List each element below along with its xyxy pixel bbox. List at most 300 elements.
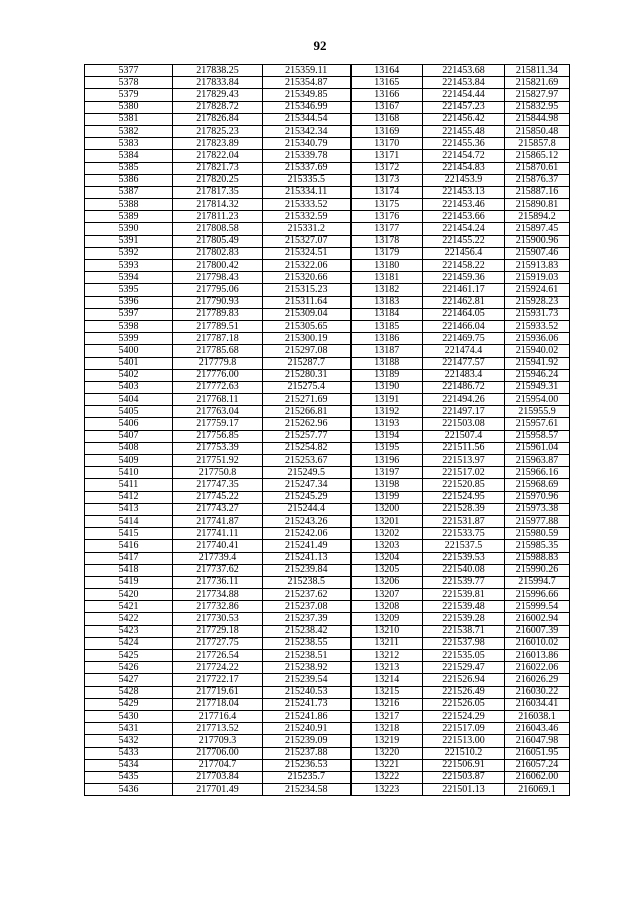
table-cell: 215280.31: [263, 369, 351, 381]
table-row: [85, 77, 570, 89]
table-row: [85, 552, 570, 564]
table-row: [85, 662, 570, 674]
table-cell: 13184: [351, 308, 423, 320]
table-cell: 221526.94: [423, 674, 505, 686]
table-row: [85, 710, 570, 722]
table-cell: 5423: [85, 625, 173, 637]
table-cell: 215242.06: [263, 528, 351, 540]
table-cell: 221524.95: [423, 491, 505, 503]
table-cell: 217726.54: [173, 650, 263, 662]
table-cell: 13195: [351, 442, 423, 454]
table-row: [85, 345, 570, 357]
table-row: [85, 162, 570, 174]
table-cell: 5387: [85, 186, 173, 198]
table-cell: 215968.69: [505, 479, 570, 491]
table-cell: 215311.64: [263, 296, 351, 308]
table-cell: 5388: [85, 199, 173, 211]
table-cell: 217745.22: [173, 491, 263, 503]
table-cell: 13183: [351, 296, 423, 308]
table-cell: 13215: [351, 686, 423, 698]
table-cell: 215305.65: [263, 320, 351, 332]
table-cell: 216022.06: [505, 662, 570, 674]
table-cell: 5421: [85, 601, 173, 613]
table-cell: 221529.47: [423, 662, 505, 674]
table-row: [85, 698, 570, 710]
table-cell: 215271.69: [263, 394, 351, 406]
table-cell: 13178: [351, 235, 423, 247]
table-cell: 13210: [351, 625, 423, 637]
table-cell: 5417: [85, 552, 173, 564]
table-cell: 215254.82: [263, 442, 351, 454]
table-cell: 221539.28: [423, 613, 505, 625]
table-row: [85, 784, 570, 796]
table-cell: 215320.66: [263, 272, 351, 284]
table-cell: 217718.04: [173, 698, 263, 710]
table-cell: 215257.77: [263, 430, 351, 442]
table-cell: 215334.11: [263, 186, 351, 198]
table-cell: 5405: [85, 406, 173, 418]
table-cell: 215287.7: [263, 357, 351, 369]
table-row: [85, 430, 570, 442]
table-cell: 216057.24: [505, 759, 570, 771]
table-cell: 5401: [85, 357, 173, 369]
table-cell: 5431: [85, 723, 173, 735]
table-cell: 221454.83: [423, 162, 505, 174]
table-cell: 13189: [351, 369, 423, 381]
table-cell: 215241.86: [263, 710, 351, 722]
table-cell: 221510.2: [423, 747, 505, 759]
table-cell: 5390: [85, 223, 173, 235]
table-cell: 215237.08: [263, 601, 351, 613]
table-cell: 215359.11: [263, 65, 351, 77]
table-cell: 215249.5: [263, 467, 351, 479]
table-cell: 217716.4: [173, 710, 263, 722]
table-cell: 216013.86: [505, 650, 570, 662]
table-cell: 221477.57: [423, 357, 505, 369]
table-cell: 215238.51: [263, 650, 351, 662]
table-cell: 221453.13: [423, 186, 505, 198]
table-cell: 13217: [351, 710, 423, 722]
table-row: [85, 113, 570, 125]
table-cell: 221454.24: [423, 223, 505, 235]
table-cell: 221454.72: [423, 150, 505, 162]
table-cell: 13205: [351, 564, 423, 576]
table-cell: 13213: [351, 662, 423, 674]
table-cell: 221454.44: [423, 89, 505, 101]
table-row: [85, 467, 570, 479]
table-cell: 217753.39: [173, 442, 263, 454]
table-cell: 216051.95: [505, 747, 570, 759]
table-row: [85, 272, 570, 284]
table-cell: 216047.98: [505, 735, 570, 747]
table-cell: 5396: [85, 296, 173, 308]
table-cell: 221469.75: [423, 333, 505, 345]
table-cell: 5398: [85, 320, 173, 332]
table-cell: 13187: [351, 345, 423, 357]
table-cell: 215346.99: [263, 101, 351, 113]
table-cell: 216002.94: [505, 613, 570, 625]
table-cell: 5434: [85, 759, 173, 771]
table-row: [85, 89, 570, 101]
table-cell: 221453.68: [423, 65, 505, 77]
table-row: [85, 284, 570, 296]
table-cell: 215958.57: [505, 430, 570, 442]
table-cell: 13174: [351, 186, 423, 198]
table-cell: 215894.2: [505, 211, 570, 223]
table-cell: 215946.24: [505, 369, 570, 381]
table-cell: 215339.78: [263, 150, 351, 162]
table-row: [85, 320, 570, 332]
table-cell: 215996.66: [505, 589, 570, 601]
table-cell: 221456.42: [423, 113, 505, 125]
table-row: [85, 101, 570, 113]
table-cell: 5425: [85, 650, 173, 662]
table-cell: 215247.34: [263, 479, 351, 491]
table-cell: 221486.72: [423, 381, 505, 393]
table-cell: 5430: [85, 710, 173, 722]
table-row: [85, 150, 570, 162]
table-row: [85, 723, 570, 735]
table-cell: 13185: [351, 320, 423, 332]
table-cell: 215890.81: [505, 199, 570, 211]
table-cell: 221526.49: [423, 686, 505, 698]
table-row: [85, 199, 570, 211]
table-cell: 13222: [351, 771, 423, 783]
table-cell: 215933.52: [505, 320, 570, 332]
table-cell: 215331.2: [263, 223, 351, 235]
table-row: [85, 455, 570, 467]
table-cell: 215919.03: [505, 272, 570, 284]
table-cell: 221501.13: [423, 784, 505, 796]
table-cell: 5406: [85, 418, 173, 430]
table-cell: 215887.16: [505, 186, 570, 198]
table-cell: 13186: [351, 333, 423, 345]
table-cell: 13201: [351, 515, 423, 527]
table-cell: 215857.8: [505, 138, 570, 150]
table-cell: 13180: [351, 260, 423, 272]
table-row: [85, 260, 570, 272]
table-cell: 5377: [85, 65, 173, 77]
table-cell: 215897.45: [505, 223, 570, 235]
table-cell: 217825.23: [173, 125, 263, 137]
table-cell: 215253.67: [263, 455, 351, 467]
table-cell: 215262.96: [263, 418, 351, 430]
table-cell: 217814.32: [173, 199, 263, 211]
table-cell: 221524.29: [423, 710, 505, 722]
table-row: [85, 625, 570, 637]
table-cell: 13218: [351, 723, 423, 735]
table-cell: 13181: [351, 272, 423, 284]
table-row: [85, 442, 570, 454]
table-cell: 5384: [85, 150, 173, 162]
table-row: [85, 650, 570, 662]
table-row: [85, 637, 570, 649]
table-cell: 221494.26: [423, 394, 505, 406]
table-row: [85, 479, 570, 491]
table-cell: 221453.84: [423, 77, 505, 89]
table-row: [85, 333, 570, 345]
table-cell: 221503.08: [423, 418, 505, 430]
table-cell: 215876.37: [505, 174, 570, 186]
table-cell: 221517.09: [423, 723, 505, 735]
table-cell: 215237.62: [263, 589, 351, 601]
table-cell: 13172: [351, 162, 423, 174]
table-cell: 13211: [351, 637, 423, 649]
table-cell: 215970.96: [505, 491, 570, 503]
table-cell: 215966.16: [505, 467, 570, 479]
table-cell: 215309.04: [263, 308, 351, 320]
table-cell: 215327.07: [263, 235, 351, 247]
table-cell: 217763.04: [173, 406, 263, 418]
table-cell: 13196: [351, 455, 423, 467]
table-row: [85, 747, 570, 759]
table-cell: 13199: [351, 491, 423, 503]
table-row: [85, 186, 570, 198]
table-cell: 5404: [85, 394, 173, 406]
table-cell: 217795.06: [173, 284, 263, 296]
table-cell: 13212: [351, 650, 423, 662]
table-cell: 217750.8: [173, 467, 263, 479]
table-cell: 13191: [351, 394, 423, 406]
table-cell: 215994.7: [505, 576, 570, 588]
table-row: [85, 540, 570, 552]
table-cell: 13164: [351, 65, 423, 77]
table-row: [85, 576, 570, 588]
table-cell: 215827.97: [505, 89, 570, 101]
table-cell: 217789.51: [173, 320, 263, 332]
table-cell: 221455.48: [423, 125, 505, 137]
table-cell: 5397: [85, 308, 173, 320]
table-cell: 215245.29: [263, 491, 351, 503]
table-cell: 217808.58: [173, 223, 263, 235]
table-row: [85, 528, 570, 540]
table-cell: 13208: [351, 601, 423, 613]
table-cell: 221537.5: [423, 540, 505, 552]
table-cell: 215238.5: [263, 576, 351, 588]
table-cell: 215980.59: [505, 528, 570, 540]
table-cell: 215342.34: [263, 125, 351, 137]
table-row: [85, 503, 570, 515]
table-cell: 13221: [351, 759, 423, 771]
table-cell: 217772.63: [173, 381, 263, 393]
table-cell: 5380: [85, 101, 173, 113]
table-cell: 5426: [85, 662, 173, 674]
table-cell: 5400: [85, 345, 173, 357]
page-number: 92: [313, 38, 327, 53]
table-cell: 217821.73: [173, 162, 263, 174]
table-cell: 13173: [351, 174, 423, 186]
table-row: [85, 394, 570, 406]
table-cell: 221466.04: [423, 320, 505, 332]
table-cell: 216010.02: [505, 637, 570, 649]
table-cell: 221539.53: [423, 552, 505, 564]
table-cell: 5415: [85, 528, 173, 540]
table-cell: 5413: [85, 503, 173, 515]
table-cell: 217822.04: [173, 150, 263, 162]
table-cell: 215907.46: [505, 247, 570, 259]
table-cell: 5392: [85, 247, 173, 259]
table-cell: 221513.97: [423, 455, 505, 467]
table-cell: 217730.53: [173, 613, 263, 625]
table-cell: 215957.61: [505, 418, 570, 430]
table-cell: 221506.91: [423, 759, 505, 771]
coordinates-table-body: [85, 65, 570, 796]
table-cell: 13166: [351, 89, 423, 101]
table-cell: 13200: [351, 503, 423, 515]
table-cell: 5383: [85, 138, 173, 150]
table-row: [85, 357, 570, 369]
table-cell: 217751.92: [173, 455, 263, 467]
table-cell: 5394: [85, 272, 173, 284]
table-cell: 13171: [351, 150, 423, 162]
table-cell: 5382: [85, 125, 173, 137]
table-cell: 221540.08: [423, 564, 505, 576]
table-cell: 217729.18: [173, 625, 263, 637]
table-cell: 13198: [351, 479, 423, 491]
table-cell: 215832.95: [505, 101, 570, 113]
table-cell: 215977.88: [505, 515, 570, 527]
table-cell: 216069.1: [505, 784, 570, 796]
table-cell: 215332.59: [263, 211, 351, 223]
table-cell: 5403: [85, 381, 173, 393]
table-cell: 5427: [85, 674, 173, 686]
table-cell: 221459.36: [423, 272, 505, 284]
table-cell: 13209: [351, 613, 423, 625]
table-cell: 13168: [351, 113, 423, 125]
table-cell: 13170: [351, 138, 423, 150]
table-cell: 215924.61: [505, 284, 570, 296]
table-cell: 217828.72: [173, 101, 263, 113]
table-cell: 13214: [351, 674, 423, 686]
table-cell: 13175: [351, 199, 423, 211]
table-cell: 5432: [85, 735, 173, 747]
table-cell: 5402: [85, 369, 173, 381]
table-cell: 217785.68: [173, 345, 263, 357]
table-cell: 215961.04: [505, 442, 570, 454]
table-cell: 5407: [85, 430, 173, 442]
table-cell: 215936.06: [505, 333, 570, 345]
table-cell: 221455.22: [423, 235, 505, 247]
table-cell: 217703.84: [173, 771, 263, 783]
table-cell: 215239.54: [263, 674, 351, 686]
table-row: [85, 686, 570, 698]
table-cell: 217722.17: [173, 674, 263, 686]
table-cell: 5436: [85, 784, 173, 796]
table-cell: 221538.71: [423, 625, 505, 637]
table-cell: 217800.42: [173, 260, 263, 272]
table-cell: 215941.92: [505, 357, 570, 369]
table-cell: 215349.85: [263, 89, 351, 101]
table-cell: 13220: [351, 747, 423, 759]
table-cell: 221503.87: [423, 771, 505, 783]
table-cell: 216062.00: [505, 771, 570, 783]
table-cell: 13203: [351, 540, 423, 552]
table-cell: 217747.35: [173, 479, 263, 491]
table-cell: 221474.4: [423, 345, 505, 357]
coordinates-table: [84, 64, 570, 796]
table-cell: 215241.73: [263, 698, 351, 710]
table-cell: 13169: [351, 125, 423, 137]
table-cell: 217734.88: [173, 589, 263, 601]
table-cell: 5381: [85, 113, 173, 125]
table-cell: 217802.83: [173, 247, 263, 259]
table-cell: 5395: [85, 284, 173, 296]
table-cell: 221461.17: [423, 284, 505, 296]
table-cell: 13188: [351, 357, 423, 369]
table-cell: 5378: [85, 77, 173, 89]
table-cell: 13216: [351, 698, 423, 710]
table-row: [85, 308, 570, 320]
table-cell: 221526.05: [423, 698, 505, 710]
table-cell: 215900.96: [505, 235, 570, 247]
table-cell: 215337.69: [263, 162, 351, 174]
table-cell: 217732.86: [173, 601, 263, 613]
table-row: [85, 247, 570, 259]
table-cell: 215850.48: [505, 125, 570, 137]
table-cell: 5424: [85, 637, 173, 649]
table-row: [85, 406, 570, 418]
table-cell: 221539.77: [423, 576, 505, 588]
table-cell: 217739.4: [173, 552, 263, 564]
table-cell: 221528.39: [423, 503, 505, 515]
table-cell: 215235.7: [263, 771, 351, 783]
table-cell: 215238.55: [263, 637, 351, 649]
table-row: [85, 296, 570, 308]
table-cell: 215238.42: [263, 625, 351, 637]
table-cell: 215241.13: [263, 552, 351, 564]
table-row: [85, 613, 570, 625]
table-cell: 221513.00: [423, 735, 505, 747]
table-cell: 217817.35: [173, 186, 263, 198]
table-cell: 216026.29: [505, 674, 570, 686]
table-cell: 215963.87: [505, 455, 570, 467]
table-cell: 13219: [351, 735, 423, 747]
table-cell: 215990.26: [505, 564, 570, 576]
table-cell: 13204: [351, 552, 423, 564]
table-cell: 221464.05: [423, 308, 505, 320]
table-cell: 215234.58: [263, 784, 351, 796]
table-cell: 217826.84: [173, 113, 263, 125]
table-cell: 217833.84: [173, 77, 263, 89]
table-cell: 217789.83: [173, 308, 263, 320]
table-cell: 217829.43: [173, 89, 263, 101]
table-cell: 215240.53: [263, 686, 351, 698]
table-cell: 216007.39: [505, 625, 570, 637]
table-cell: 215928.23: [505, 296, 570, 308]
table-cell: 215238.92: [263, 662, 351, 674]
table-cell: 13202: [351, 528, 423, 540]
table-cell: 217724.22: [173, 662, 263, 674]
table-cell: 5416: [85, 540, 173, 552]
table-cell: 5420: [85, 589, 173, 601]
table-row: [85, 491, 570, 503]
table-cell: 5435: [85, 771, 173, 783]
table-row: [85, 515, 570, 527]
table-row: [85, 601, 570, 613]
table-cell: 217756.85: [173, 430, 263, 442]
table-cell: 13197: [351, 467, 423, 479]
table-cell: 215240.91: [263, 723, 351, 735]
table-cell: 216043.46: [505, 723, 570, 735]
table-cell: 215949.31: [505, 381, 570, 393]
table-cell: 217776.00: [173, 369, 263, 381]
table-row: [85, 223, 570, 235]
table-cell: 221483.4: [423, 369, 505, 381]
table-cell: 215985.35: [505, 540, 570, 552]
table-cell: 216038.1: [505, 710, 570, 722]
table-cell: 13207: [351, 589, 423, 601]
table-cell: 215344.54: [263, 113, 351, 125]
